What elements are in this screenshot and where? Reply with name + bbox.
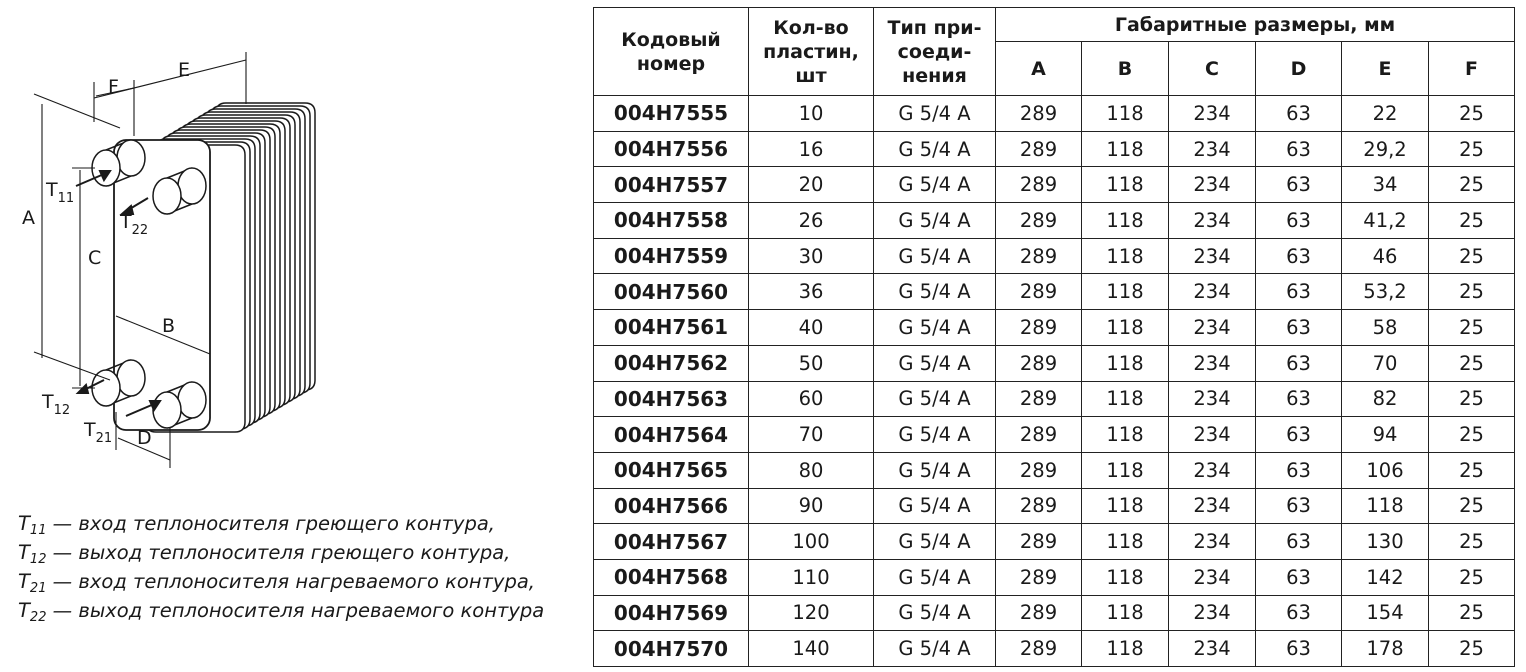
cell-dim-c: 234 <box>1169 203 1256 239</box>
table-row <box>594 524 1515 560</box>
cell-connection: G 5/4 A <box>874 595 996 631</box>
cell-code: 004H7569 <box>594 595 749 631</box>
table-row <box>594 488 1515 524</box>
cell-dim-a: 289 <box>996 559 1082 595</box>
cell-plates: 90 <box>749 488 874 524</box>
cell-dim-e: 34 <box>1342 167 1429 203</box>
cell-dim-f: 25 <box>1429 131 1515 167</box>
table-row <box>594 595 1515 631</box>
cell-dim-e: 22 <box>1342 96 1429 132</box>
spec-table <box>593 7 1515 667</box>
cell-dim-b: 118 <box>1082 559 1169 595</box>
cell-dim-b: 118 <box>1082 452 1169 488</box>
cell-dim-a: 289 <box>996 524 1082 560</box>
cell-dim-c: 234 <box>1169 631 1256 667</box>
table-row <box>594 345 1515 381</box>
cell-plates: 20 <box>749 167 874 203</box>
legend-item-t22: $T_{22}$ — выход теплоносителя нагреваемого контура <box>18 599 545 625</box>
cell-connection: G 5/4 A <box>874 381 996 417</box>
cell-dim-f: 25 <box>1429 238 1515 274</box>
table-row <box>594 238 1515 274</box>
cell-dim-b: 118 <box>1082 238 1169 274</box>
cell-plates: 60 <box>749 381 874 417</box>
legend-item-t21: $T_{21}$ — вход теплоносителя нагреваемого контура, <box>18 570 535 596</box>
cell-dim-b: 118 <box>1082 345 1169 381</box>
cell-dim-c: 234 <box>1169 524 1256 560</box>
cell-dim-d: 63 <box>1256 167 1342 203</box>
cell-dim-c: 234 <box>1169 345 1256 381</box>
cell-plates: 10 <box>749 96 874 132</box>
cell-dim-f: 25 <box>1429 96 1515 132</box>
cell-connection: G 5/4 A <box>874 631 996 667</box>
cell-dim-c: 234 <box>1169 310 1256 346</box>
header-connection: Тип при- соеди- нения <box>874 8 996 96</box>
cell-dim-a: 289 <box>996 381 1082 417</box>
cell-dim-a: 289 <box>996 167 1082 203</box>
cell-dim-a: 289 <box>996 595 1082 631</box>
cell-dim-b: 118 <box>1082 381 1169 417</box>
cell-dim-f: 25 <box>1429 631 1515 667</box>
table-row <box>594 559 1515 595</box>
cell-dim-f: 25 <box>1429 345 1515 381</box>
cell-dim-b: 118 <box>1082 488 1169 524</box>
cell-dim-d: 63 <box>1256 96 1342 132</box>
header-dim-c: C <box>1169 42 1256 96</box>
cell-dim-a: 289 <box>996 345 1082 381</box>
cell-plates: 110 <box>749 559 874 595</box>
cell-code: 004H7557 <box>594 167 749 203</box>
cell-connection: G 5/4 A <box>874 203 996 239</box>
cell-dim-a: 289 <box>996 203 1082 239</box>
cell-dim-a: 289 <box>996 274 1082 310</box>
cell-dim-a: 289 <box>996 488 1082 524</box>
cell-dim-a: 289 <box>996 96 1082 132</box>
cell-dim-e: 46 <box>1342 238 1429 274</box>
cell-dim-e: 178 <box>1342 631 1429 667</box>
cell-dim-c: 234 <box>1169 96 1256 132</box>
cell-dim-d: 63 <box>1256 559 1342 595</box>
cell-code: 004H7558 <box>594 203 749 239</box>
header-code: Кодовый номер <box>594 8 749 96</box>
cell-plates: 100 <box>749 524 874 560</box>
header-plates: Кол-во пластин, шт <box>749 8 874 96</box>
heat-exchanger-diagram <box>0 0 330 480</box>
cell-dim-a: 289 <box>996 238 1082 274</box>
cell-dim-e: 94 <box>1342 417 1429 453</box>
cell-connection: G 5/4 A <box>874 274 996 310</box>
table-row <box>594 631 1515 667</box>
cell-dim-f: 25 <box>1429 524 1515 560</box>
cell-dim-b: 118 <box>1082 274 1169 310</box>
cell-dim-b: 118 <box>1082 96 1169 132</box>
cell-plates: 70 <box>749 417 874 453</box>
cell-dim-a: 289 <box>996 452 1082 488</box>
legend-item-t12: $T_{12}$ — выход теплоносителя греющего контура, <box>18 541 511 567</box>
cell-connection: G 5/4 A <box>874 238 996 274</box>
cell-dim-b: 118 <box>1082 631 1169 667</box>
cell-dim-b: 118 <box>1082 167 1169 203</box>
cell-code: 004H7567 <box>594 524 749 560</box>
cell-dim-b: 118 <box>1082 203 1169 239</box>
label-t12: $T_{12}$ <box>42 391 71 418</box>
cell-connection: G 5/4 A <box>874 524 996 560</box>
cell-code: 004H7561 <box>594 310 749 346</box>
cell-plates: 30 <box>749 238 874 274</box>
cell-dim-d: 63 <box>1256 524 1342 560</box>
cell-dim-d: 63 <box>1256 131 1342 167</box>
table-row <box>594 310 1515 346</box>
cell-dim-d: 63 <box>1256 595 1342 631</box>
cell-code: 004H7563 <box>594 381 749 417</box>
cell-dim-d: 63 <box>1256 345 1342 381</box>
label-b: B <box>162 315 176 337</box>
cell-dim-d: 63 <box>1256 381 1342 417</box>
cell-dim-f: 25 <box>1429 274 1515 310</box>
cell-dim-e: 118 <box>1342 488 1429 524</box>
cell-dim-b: 118 <box>1082 310 1169 346</box>
header-dimensions-group: Габаритные размеры, мм <box>996 8 1515 42</box>
dimension-c-line <box>72 168 95 388</box>
cell-code: 004H7564 <box>594 417 749 453</box>
cell-dim-d: 63 <box>1256 274 1342 310</box>
header-dim-b: B <box>1082 42 1169 96</box>
cell-dim-d: 63 <box>1256 452 1342 488</box>
cell-plates: 120 <box>749 595 874 631</box>
table-row <box>594 452 1515 488</box>
cell-dim-c: 234 <box>1169 559 1256 595</box>
cell-dim-e: 29,2 <box>1342 131 1429 167</box>
header-dim-a: A <box>996 42 1082 96</box>
cell-dim-c: 234 <box>1169 452 1256 488</box>
cell-plates: 16 <box>749 131 874 167</box>
cell-dim-e: 41,2 <box>1342 203 1429 239</box>
legend <box>18 509 588 625</box>
legend-item-t11: $T_{11}$ — вход теплоносителя греющего контура, <box>18 512 495 538</box>
table-row <box>594 417 1515 453</box>
cell-code: 004H7559 <box>594 238 749 274</box>
cell-dim-c: 234 <box>1169 488 1256 524</box>
label-t22: $T_{22}$ <box>120 211 149 238</box>
header-dim-e: E <box>1342 42 1429 96</box>
cell-dim-e: 130 <box>1342 524 1429 560</box>
cell-dim-c: 234 <box>1169 274 1256 310</box>
cell-connection: G 5/4 A <box>874 345 996 381</box>
label-a: A <box>22 207 35 229</box>
cell-dim-e: 58 <box>1342 310 1429 346</box>
cell-code: 004H7560 <box>594 274 749 310</box>
cell-dim-a: 289 <box>996 417 1082 453</box>
cell-dim-e: 82 <box>1342 381 1429 417</box>
cell-connection: G 5/4 A <box>874 167 996 203</box>
cell-dim-b: 118 <box>1082 595 1169 631</box>
cell-dim-e: 53,2 <box>1342 274 1429 310</box>
cell-code: 004H7555 <box>594 96 749 132</box>
cell-dim-a: 289 <box>996 310 1082 346</box>
header-dim-f: F <box>1429 42 1515 96</box>
cell-dim-f: 25 <box>1429 417 1515 453</box>
cell-dim-c: 234 <box>1169 131 1256 167</box>
label-c: C <box>88 247 102 269</box>
cell-plates: 40 <box>749 310 874 346</box>
cell-connection: G 5/4 A <box>874 131 996 167</box>
cell-connection: G 5/4 A <box>874 559 996 595</box>
cell-connection: G 5/4 A <box>874 96 996 132</box>
table-row <box>594 96 1515 132</box>
cell-dim-c: 234 <box>1169 595 1256 631</box>
cell-code: 004H7565 <box>594 452 749 488</box>
label-e: E <box>178 59 191 81</box>
table-row <box>594 131 1515 167</box>
cell-plates: 50 <box>749 345 874 381</box>
dimension-a-line <box>34 94 120 380</box>
table-body <box>594 96 1515 667</box>
cell-code: 004H7570 <box>594 631 749 667</box>
label-d: D <box>137 427 152 449</box>
cell-plates: 80 <box>749 452 874 488</box>
cell-dim-f: 25 <box>1429 203 1515 239</box>
cell-dim-f: 25 <box>1429 452 1515 488</box>
cell-dim-c: 234 <box>1169 238 1256 274</box>
table-row <box>594 274 1515 310</box>
cell-dim-d: 63 <box>1256 310 1342 346</box>
cell-dim-d: 63 <box>1256 417 1342 453</box>
cell-dim-f: 25 <box>1429 167 1515 203</box>
cell-dim-c: 234 <box>1169 167 1256 203</box>
label-f: F <box>108 76 119 98</box>
label-t11: $T_{11}$ <box>46 179 75 206</box>
cell-dim-c: 234 <box>1169 381 1256 417</box>
cell-dim-b: 118 <box>1082 131 1169 167</box>
cell-dim-d: 63 <box>1256 238 1342 274</box>
table-row <box>594 381 1515 417</box>
cell-dim-b: 118 <box>1082 417 1169 453</box>
cell-code: 004H7568 <box>594 559 749 595</box>
cell-dim-f: 25 <box>1429 559 1515 595</box>
cell-connection: G 5/4 A <box>874 417 996 453</box>
cell-dim-b: 118 <box>1082 524 1169 560</box>
cell-connection: G 5/4 A <box>874 452 996 488</box>
cell-dim-e: 154 <box>1342 595 1429 631</box>
cell-dim-f: 25 <box>1429 595 1515 631</box>
cell-connection: G 5/4 A <box>874 310 996 346</box>
cell-dim-a: 289 <box>996 131 1082 167</box>
cell-dim-f: 25 <box>1429 381 1515 417</box>
cell-plates: 140 <box>749 631 874 667</box>
cell-dim-e: 70 <box>1342 345 1429 381</box>
table-row <box>594 203 1515 239</box>
cell-dim-f: 25 <box>1429 488 1515 524</box>
cell-dim-a: 289 <box>996 631 1082 667</box>
cell-code: 004H7566 <box>594 488 749 524</box>
cell-dim-f: 25 <box>1429 310 1515 346</box>
cell-plates: 26 <box>749 203 874 239</box>
cell-connection: G 5/4 A <box>874 488 996 524</box>
cell-plates: 36 <box>749 274 874 310</box>
cell-dim-e: 142 <box>1342 559 1429 595</box>
cell-code: 004H7556 <box>594 131 749 167</box>
cell-dim-d: 63 <box>1256 631 1342 667</box>
label-t21: $T_{21}$ <box>84 419 113 446</box>
table-row <box>594 167 1515 203</box>
cell-dim-d: 63 <box>1256 203 1342 239</box>
header-dim-d: D <box>1256 42 1342 96</box>
cell-dim-c: 234 <box>1169 417 1256 453</box>
cell-code: 004H7562 <box>594 345 749 381</box>
cell-dim-d: 63 <box>1256 488 1342 524</box>
cell-dim-e: 106 <box>1342 452 1429 488</box>
